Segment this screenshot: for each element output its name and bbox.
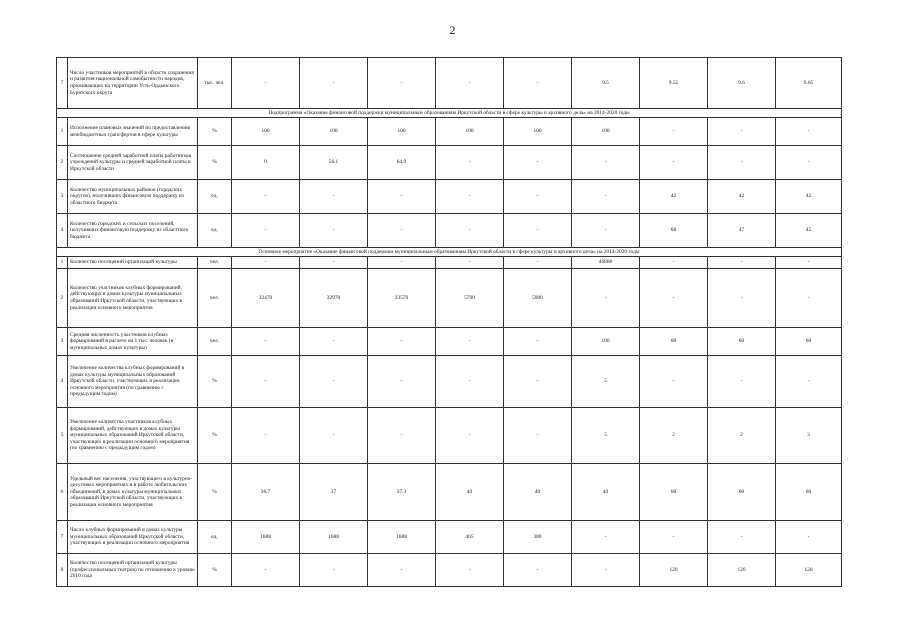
row-number: 5 [57, 408, 68, 464]
row-number: 4 [57, 214, 68, 248]
row-number: 6 [57, 464, 68, 521]
value-cell: - [300, 257, 368, 269]
value-cell: - [232, 328, 300, 356]
value-cell: 120 [776, 554, 842, 587]
section-title-1: Подпрограмма «Оказание финансовой поддержки муниципальным образованиям Иркутской области в сфере культуры и архивного дела» на 2014-2020 годы [57, 109, 842, 118]
value-cell: - [368, 356, 436, 408]
row-number: 2 [57, 269, 68, 328]
table-row [57, 554, 842, 587]
value-cell: - [232, 554, 300, 587]
value-cell: - [572, 554, 640, 587]
table-row [57, 118, 842, 146]
indicator-name: Увеличение количества участников клубных формирований, действующих в домах культуры муниципальных образований Иркутской области, участвующих в реализации основного мероприятия (по сравнению с предыдущим годом) [68, 408, 198, 464]
value-cell: - [368, 328, 436, 356]
row-number: 2 [57, 146, 68, 180]
value-cell: - [436, 58, 504, 109]
value-cell: - [640, 356, 708, 408]
value-cell: 100 [436, 118, 504, 146]
value-cell: - [368, 214, 436, 248]
value-cell: - [368, 58, 436, 109]
value-cell: - [640, 146, 708, 180]
value-cell: - [436, 146, 504, 180]
row-number: 4 [57, 356, 68, 408]
value-cell: - [776, 146, 842, 180]
value-cell: 5 [572, 356, 640, 408]
value-cell: 32470 [232, 269, 300, 328]
value-cell: - [572, 269, 640, 328]
value-cell: - [504, 554, 572, 587]
value-cell: 100 [300, 118, 368, 146]
value-cell: - [436, 356, 504, 408]
value-cell: 380 [504, 521, 572, 554]
value-cell: - [368, 257, 436, 269]
value-cell: 2 [640, 408, 708, 464]
indicator-name: Количество муниципальных районов (городских округов), получивших финансовую поддержку из областного бюджета [68, 180, 198, 214]
value-cell: 100 [572, 328, 640, 356]
row-number: 1 [57, 118, 68, 146]
indicator-name: Увеличение количества клубных формирований в домах культуры муниципальных образований Иркутской области, участвующих в реализации основного мероприятия (по сравнению с предыдущим годом) [68, 356, 198, 408]
table-row [57, 328, 842, 356]
value-cell: - [300, 58, 368, 109]
unit-cell: % [198, 554, 232, 587]
page-number: 2 [449, 23, 456, 37]
value-cell: 37 [300, 464, 368, 521]
unit-cell: ед. [198, 180, 232, 214]
section-header-2 [57, 248, 842, 257]
table-block-section-2 [57, 257, 842, 587]
value-cell: - [436, 554, 504, 587]
value-cell: 9.55 [640, 58, 708, 109]
unit-cell: чел. [198, 257, 232, 269]
value-cell: - [504, 58, 572, 109]
value-cell: - [708, 257, 776, 269]
value-cell: 36.7 [232, 464, 300, 521]
value-cell: - [640, 257, 708, 269]
value-cell: - [436, 257, 504, 269]
value-cell: - [640, 118, 708, 146]
table-block-section-1 [57, 118, 842, 248]
table-row [57, 214, 842, 248]
row-number: 7 [57, 58, 68, 109]
indicator-name: Количество городских и сельских поселений, получивших финансовую поддержку из областного бюджета [68, 214, 198, 248]
value-cell: - [368, 408, 436, 464]
row-number: 3 [57, 328, 68, 356]
unit-cell: % [198, 146, 232, 180]
row-number: 1 [57, 257, 68, 269]
value-cell: - [776, 356, 842, 408]
value-cell: 46888 [572, 257, 640, 269]
value-cell: 56.1 [300, 146, 368, 180]
unit-cell: тыс. чел. [198, 58, 232, 109]
section-title-2: Основное мероприятие «Оказание финансовой поддержки муниципальным образованиям Иркутской области в сфере культуры и архивного дела» на 2014-2020 годы [57, 248, 842, 257]
value-cell: 5900 [504, 269, 572, 328]
value-cell: - [300, 328, 368, 356]
value-cell: 100 [232, 118, 300, 146]
value-cell: - [708, 521, 776, 554]
row-number: 7 [57, 521, 68, 554]
value-cell: - [708, 356, 776, 408]
value-cell: - [504, 356, 572, 408]
table-row [57, 464, 842, 521]
table-row [57, 58, 842, 109]
value-cell: - [232, 58, 300, 109]
value-cell: - [504, 146, 572, 180]
value-cell: 2 [708, 408, 776, 464]
value-cell: 1688 [232, 521, 300, 554]
indicator-name: Количество посещений организаций культуры (профессиональных театров) по отношению к уровню 2010 года [68, 554, 198, 587]
value-cell: - [504, 408, 572, 464]
value-cell: 68 [640, 214, 708, 248]
value-cell: 60 [708, 328, 776, 356]
indicators-table [56, 57, 842, 587]
value-cell: 40 [436, 464, 504, 521]
value-cell: 45 [776, 214, 842, 248]
value-cell: - [504, 328, 572, 356]
value-cell: - [504, 180, 572, 214]
value-cell: - [708, 118, 776, 146]
value-cell: - [572, 180, 640, 214]
value-cell: 3 [776, 408, 842, 464]
value-cell: 405 [436, 521, 504, 554]
value-cell: 42 [776, 180, 842, 214]
value-cell: - [232, 214, 300, 248]
value-cell: - [776, 521, 842, 554]
value-cell: 5700 [436, 269, 504, 328]
table-row [57, 180, 842, 214]
indicator-name: Число клубных формирований в домах культуры муниципальных образований Иркутской области, участвующих в реализации основного мероприятия [68, 521, 198, 554]
value-cell: - [436, 214, 504, 248]
value-cell: - [368, 180, 436, 214]
value-cell: - [232, 356, 300, 408]
value-cell: 37.3 [368, 464, 436, 521]
indicator-name: Количество участников клубных формирований, действующих в домах культуры муниципальных образований Иркутской области, участвующих в реализации основного мероприятия [68, 269, 198, 328]
unit-cell: % [198, 118, 232, 146]
table-row [57, 146, 842, 180]
value-cell: - [436, 180, 504, 214]
value-cell: 64.9 [368, 146, 436, 180]
value-cell: - [436, 328, 504, 356]
table-row [57, 408, 842, 464]
indicator-name: Исполнение плановых значений по предоставлению межбюджетных трансфертов в сфере культуры [68, 118, 198, 146]
unit-cell: чел. [198, 269, 232, 328]
row-number: 8 [57, 554, 68, 587]
value-cell: - [640, 269, 708, 328]
value-cell: 9.65 [776, 58, 842, 109]
value-cell: - [708, 146, 776, 180]
value-cell: 100 [572, 118, 640, 146]
value-cell: - [300, 554, 368, 587]
value-cell: - [776, 257, 842, 269]
value-cell: 9.6 [708, 58, 776, 109]
value-cell: - [300, 408, 368, 464]
value-cell: 1688 [368, 521, 436, 554]
value-cell: 60 [640, 328, 708, 356]
unit-cell: % [198, 464, 232, 521]
value-cell: 40 [504, 464, 572, 521]
value-cell: - [300, 214, 368, 248]
value-cell: 42 [640, 180, 708, 214]
value-cell: 0 [232, 146, 300, 180]
value-cell: 60 [776, 464, 842, 521]
table-row [57, 257, 842, 269]
value-cell: 100 [368, 118, 436, 146]
value-cell: - [232, 180, 300, 214]
unit-cell: % [198, 408, 232, 464]
table-block-top [57, 58, 842, 109]
table-row [57, 269, 842, 328]
value-cell: 60 [640, 464, 708, 521]
value-cell: - [300, 356, 368, 408]
indicator-name: Средняя численность участников клубных формирований в расчете на 1 тыс. человек (в муниципальных домах культуры) [68, 328, 198, 356]
value-cell: - [572, 146, 640, 180]
unit-cell: ед. [198, 214, 232, 248]
indicator-name: Количество посещений организаций культуры [68, 257, 198, 269]
value-cell: 33570 [368, 269, 436, 328]
value-cell: 60 [776, 328, 842, 356]
indicator-name: Число участников мероприятий в области сохранения и развития национальной самобытности народов, проживающих на территории Усть-Ордынского Бурятского округа [68, 58, 198, 109]
indicator-name: Соотношение средней заработной платы работников учреждений культуры и средней заработной платы в Иркутской области [68, 146, 198, 180]
value-cell: - [776, 269, 842, 328]
value-cell: 40 [572, 464, 640, 521]
unit-cell: ед. [198, 521, 232, 554]
value-cell: 32970 [300, 269, 368, 328]
value-cell: - [232, 408, 300, 464]
value-cell: 42 [708, 180, 776, 214]
value-cell: - [776, 118, 842, 146]
value-cell: - [368, 554, 436, 587]
indicator-name: Удельный вес населения, участвующего в культурно-досуговых мероприятиях и в работе любительских объединений, в домах культуры муниципальных образований Иркутской области, участвующих в реализации основного мероприятия [68, 464, 198, 521]
value-cell: 9.5 [572, 58, 640, 109]
value-cell: - [708, 269, 776, 328]
value-cell: - [436, 408, 504, 464]
value-cell: - [504, 257, 572, 269]
value-cell: - [504, 214, 572, 248]
value-cell: 1688 [300, 521, 368, 554]
value-cell: - [300, 180, 368, 214]
value-cell: 60 [708, 464, 776, 521]
value-cell: 120 [640, 554, 708, 587]
unit-cell: чел. [198, 328, 232, 356]
value-cell: 5 [572, 408, 640, 464]
section-header-1 [57, 109, 842, 118]
value-cell: - [572, 214, 640, 248]
row-number: 3 [57, 180, 68, 214]
value-cell: 47 [708, 214, 776, 248]
unit-cell: % [198, 356, 232, 408]
value-cell: - [640, 521, 708, 554]
value-cell: 120 [708, 554, 776, 587]
value-cell: 100 [504, 118, 572, 146]
table-row [57, 356, 842, 408]
value-cell: - [232, 257, 300, 269]
table-row [57, 521, 842, 554]
value-cell: - [572, 521, 640, 554]
